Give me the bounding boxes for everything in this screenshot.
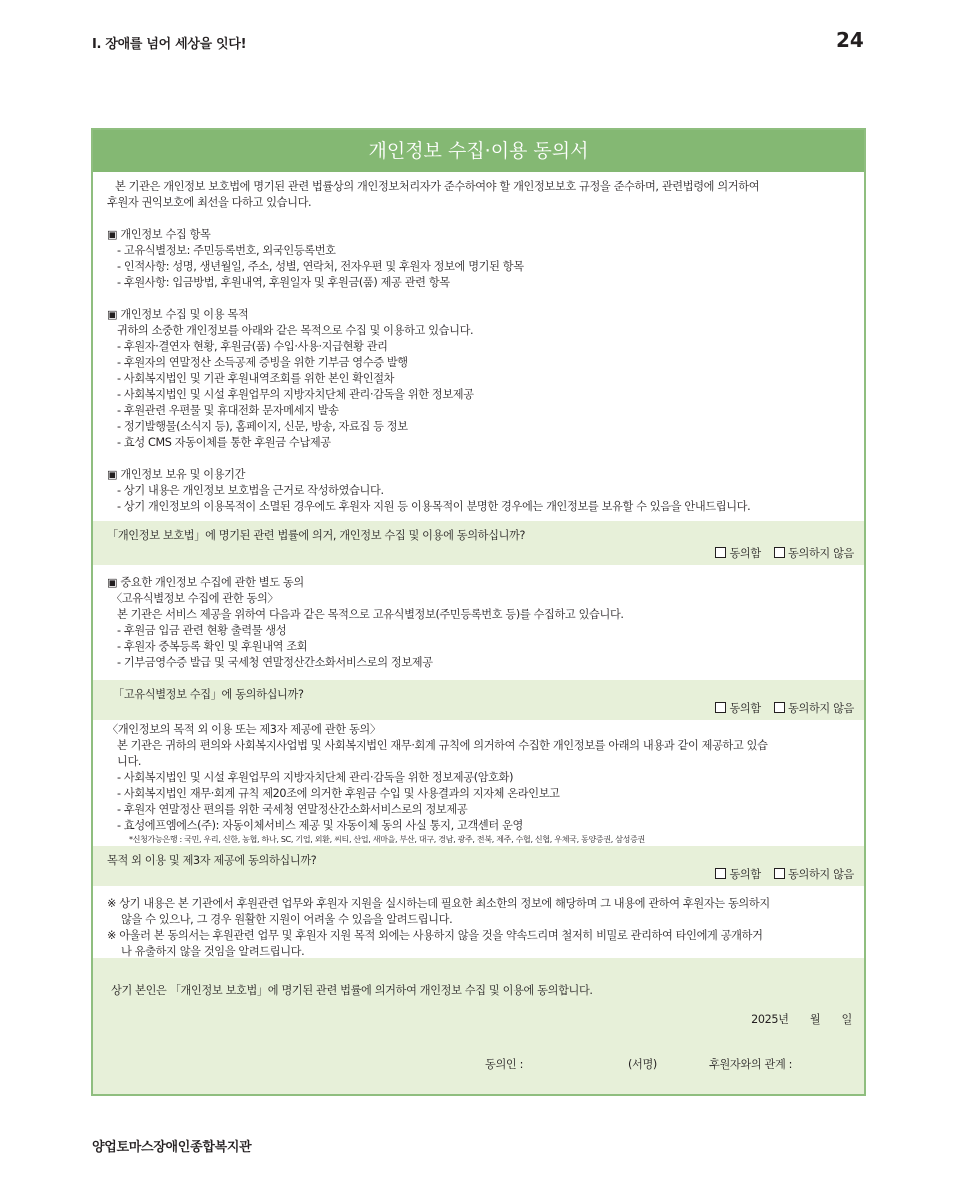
note-line: 나 유출하지 않을 것임을 알려드립니다. [121,945,305,958]
consent-question-text: 목적 외 이용 및 제3자 제공에 동의하십니까? [107,854,317,867]
purpose-line: - 후원관련 우편물 및 휴대전화 문자메세지 발송 [117,404,339,417]
page-number: 24 [836,28,864,52]
unique-sub: 〈고유식별정보 수집에 관한 동의〉 [111,592,279,605]
third-line: - 후원자 연말정산 편의를 위한 국세청 연말정산간소화서비스로의 정보제공 [117,803,468,816]
agree-label: 동의함 [729,702,761,715]
intro-line: 후원자 권익보호에 최선을 다하고 있습니다. [107,196,312,209]
note-line: 않을 수 있으나, 그 경우 원활한 지원이 어려울 수 있음을 알려드립니다. [121,913,453,926]
purpose-line: - 정기발행물(소식지 등), 홈페이지, 신문, 방송, 자료집 등 정보 [117,420,408,433]
bank-list: *신청가능은행 : 국민, 우리, 신한, 농협, 하나, SC, 기업, 외환, 씨티, 산업, 새마을, 부산, 대구, 경남, 광주, 전북, 제주, 수협, 신협, 우체국, 동양증권, 삼성증권 [129,835,645,844]
organization-name: 양업토마스장애인종합복지관 [92,1140,252,1155]
items-line: - 후원사항: 입금방법, 후원내역, 후원일자 및 후원금(품) 제공 관련 항목 [117,276,450,289]
retention-line: - 상기 내용은 개인정보 보호법을 근거로 작성하였습니다. [117,484,384,497]
consent-form [91,128,866,1096]
third-desc: 니다. [117,755,142,768]
consent-statement: 상기 본인은 「개인정보 보호법」에 명기된 관련 법률에 의거하여 개인정보 수집 및 이용에 동의합니다. [111,984,593,997]
date-day[interactable]: 일 [841,1013,852,1026]
third-line: - 사회복지법인 및 시설 후원업무의 지방자치단체 관리·감독을 위한 정보제공(암호화) [117,771,514,784]
unique-heading: ▣ 중요한 개인정보 수집에 관한 별도 동의 [107,576,304,589]
purpose-heading: ▣ 개인정보 수집 및 이용 목적 [107,308,249,321]
agree-label: 동의함 [729,868,761,881]
agree-checkbox[interactable] [715,547,726,558]
agree-checkbox[interactable] [715,868,726,879]
unique-line: - 후원금 입금 관련 현황 출력물 생성 [117,624,287,637]
signature-area [93,958,864,1094]
disagree-label: 동의하지 않음 [788,702,854,715]
disagree-checkbox[interactable] [774,868,785,879]
disagree-label: 동의하지 않음 [788,868,854,881]
third-desc: 본 기관은 귀하의 편의와 사회복지사업법 및 사회복지법인 재무·회계 규칙에 의거하여 수집한 개인정보를 아래의 내용과 같이 제공하고 있습 [117,739,768,752]
items-line: - 고유식별정보: 주민등록번호, 외국인등록번호 [117,244,336,257]
consent-question-3 [93,846,864,886]
signature-label[interactable]: (서명) [628,1058,657,1071]
note-line: ※ 아울러 본 동의서는 후원관련 업무 및 후원자 지원 목적 외에는 사용하지 않을 것을 약속드리며 철저히 비밀로 관리하여 타인에게 공개하거 [107,929,763,942]
consent-question-2 [93,680,864,720]
items-line: - 인적사항: 성명, 생년월일, 주소, 성별, 연락처, 전자우편 및 후원자 정보에 명기된 항목 [117,260,524,273]
agree-option[interactable] [715,547,760,560]
consent-question-text: 「개인정보 보호법」에 명기된 관련 법률에 의거, 개인정보 수집 및 이용에 동의하십니까? [107,529,526,542]
signature-date [741,1011,852,1027]
third-heading: 〈개인정보의 목적 외 이용 또는 제3자 제공에 관한 동의〉 [107,723,381,736]
disagree-checkbox[interactable] [774,547,785,558]
section-title: Ⅰ. 장애를 넘어 세상을 잇다! [92,37,247,52]
consent-question-text: 「고유식별정보 수집」에 동의하십니까? [113,688,304,701]
agree-label: 동의함 [729,547,761,560]
date-month[interactable]: 월 [809,1013,821,1026]
disagree-option[interactable] [774,868,854,881]
consent-options [705,866,854,882]
relation-label[interactable]: 후원자와의 관계 : [709,1058,793,1071]
form-title: 개인정보 수집·이용 동의서 [93,130,864,172]
intro-section [93,172,864,515]
consent-options [705,700,854,716]
purpose-line: - 후원자의 연말정산 소득공제 증빙을 위한 기부금 영수증 발행 [117,356,408,369]
purpose-line: - 사회복지법인 및 기관 후원내역조회를 위한 본인 확인절차 [117,372,395,385]
third-party-section [93,720,864,846]
unique-desc: 본 기관은 서비스 제공을 위하여 다음과 같은 목적으로 고유식별정보(주민등록번호 등)를 수집하고 있습니다. [117,608,624,621]
unique-line: - 후원자 중복등록 확인 및 후원내역 조회 [117,640,308,653]
items-heading: ▣ 개인정보 수집 항목 [107,228,211,241]
intro-line: 본 기관은 개인정보 보호법에 명기된 관련 법률상의 개인정보처리자가 준수하여야 할 개인정보보호 규정을 준수하며, 관련법령에 의거하여 [115,180,760,193]
third-line: - 효성에프엠에스(주): 자동이체서비스 제공 및 자동이체 동의 사실 통지, 고객센터 운영 [117,819,523,832]
third-line: - 사회복지법인 재무·회계 규칙 제20조에 의거한 후원금 수입 및 사용결과의 지자체 온라인보고 [117,787,560,800]
retention-line: - 상기 개인정보의 이용목적이 소멸된 경우에도 후원자 지원 등 이용목적이 분명한 경우에는 개인정보를 보유할 수 있음을 안내드립니다. [117,500,751,513]
disagree-label: 동의하지 않음 [788,547,854,560]
purpose-line: - 후원자·결연자 현황, 후원금(품) 수입·사용·지급현황 관리 [117,340,388,353]
consent-options [705,545,854,561]
disagree-checkbox[interactable] [774,702,785,713]
consenter-label[interactable]: 동의인 : [485,1058,523,1071]
agree-option[interactable] [715,702,760,715]
purpose-desc: 귀하의 소중한 개인정보를 아래와 같은 목적으로 수집 및 이용하고 있습니다. [117,324,474,337]
disagree-option[interactable] [774,702,854,715]
retention-heading: ▣ 개인정보 보유 및 이용기간 [107,468,246,481]
agree-checkbox[interactable] [715,702,726,713]
purpose-line: - 사회복지법인 및 시설 후원업무의 지방자치단체 관리·감독을 위한 정보제공 [117,388,474,401]
disagree-option[interactable] [774,547,854,560]
unique-line: - 기부금영수증 발급 및 국세청 연말정산간소화서비스로의 정보제공 [117,656,433,669]
note-line: ※ 상기 내용은 본 기관에서 후원관련 업무와 후원자 지원을 실시하는데 필요한 최소한의 정보에 해당하며 그 내용에 관하여 후원자는 동의하지 [107,897,770,910]
consent-question-1 [93,521,864,565]
notes-section [93,886,864,960]
agree-option[interactable] [715,868,760,881]
purpose-line: - 효성 CMS 자동이체를 통한 후원금 수납제공 [117,436,331,449]
unique-id-section [93,565,864,674]
date-year[interactable]: 2025년 [751,1013,789,1026]
